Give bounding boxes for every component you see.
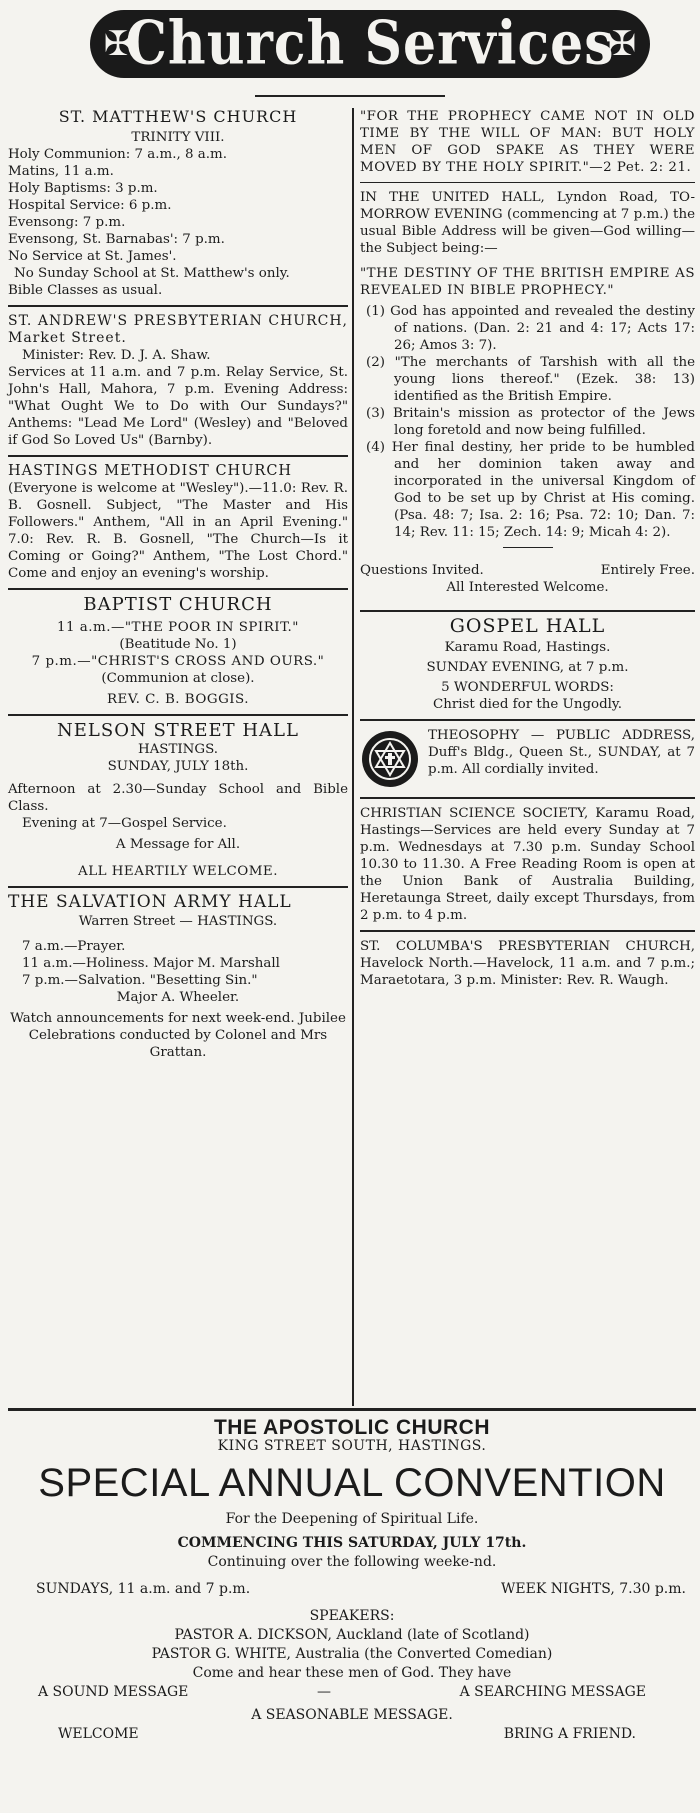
masthead-banner — [90, 10, 650, 78]
section-rule — [8, 455, 348, 457]
section-rule — [8, 714, 348, 716]
notice-title: BAPTIST CHURCH — [83, 594, 273, 615]
notice-title: THE APOSTOLIC CHURCH — [213, 1416, 490, 1439]
address-subject: "THE DESTINY OF THE BRITISH EMPIRE AS REVEALED IN BIBLE PROPHECY." — [360, 266, 695, 298]
st-andrews-notice — [8, 313, 348, 449]
cross-ornament-icon: ✠ — [607, 24, 637, 64]
notice-body: ST. COLUMBA'S PRESBYTERIAN CHURCH, Havelock North.—Havelock, 11 a.m. and 7 p.m.; Maraetotara, 3 p.m. Minister: Rev. R. Waugh. — [360, 939, 695, 988]
notice-title: ST. MATTHEW'S CHURCH — [58, 107, 298, 126]
masthead-title: Church Services — [125, 8, 615, 79]
welcome-line: All Interested Welcome. — [446, 580, 609, 595]
notice-title: THE SALVATION ARMY HALL — [8, 892, 292, 912]
short-rule — [503, 547, 553, 548]
st-columba-notice — [360, 938, 695, 989]
service-line: No Service at St. James'. — [8, 249, 177, 264]
service-line: Evensong, St. Barnabas': 7 p.m. — [8, 232, 225, 247]
sound-message: A SOUND MESSAGE — [38, 1684, 189, 1700]
welcome-line: WELCOME — [58, 1726, 139, 1742]
service-line: 7 a.m.—Prayer. — [22, 939, 126, 954]
prophecy-point: (3) Britain's mission as protector of the Jews long foretold and now being fulfilled. — [366, 406, 695, 438]
speaker-line: PASTOR A. DICKSON, Auckland (late of Scotland) — [174, 1627, 530, 1643]
prophecy-point: (2) "The merchants of Tarshish with all the young lions thereof." (Ezek. 38: 13) identified as the British Empire. — [366, 355, 695, 404]
prophecy-notice — [360, 108, 695, 596]
notice-body: Watch announcements for next week-end. Jubilee Celebrations conducted by Colonel and Mrs Grattan. — [10, 1011, 346, 1060]
notice-body: THEOSOPHY — PUBLIC ADDRESS, Duff's Bldg., Queen St., SUNDAY, at 7 p.m. All cordially invited. — [428, 728, 695, 777]
address-line: KING STREET SOUTH, HASTINGS. — [217, 1438, 487, 1454]
notice-title: ST. ANDREW'S PRESBYTERIAN CHURCH, Market Street. — [8, 313, 348, 346]
salvation-army-notice — [8, 894, 348, 1061]
service-line: Matins, 11 a.m. — [8, 164, 114, 179]
continuing-line: Continuing over the following weeke-nd. — [207, 1554, 497, 1570]
service-line: Hospital Service: 6 p.m. — [8, 198, 172, 213]
notice-body: Services at 11 a.m. and 7 p.m. Relay Service, St. John's Hall, Mahora, 7 p.m. Evening Address: "What Ought We to Do with Our Sundays?" Anthems: "Lead Me Lord" (Wesley) and "Beloved if God So Loved Us" (Barnby). — [8, 365, 348, 448]
notice-title: HASTINGS METHODIST CHURCH — [8, 463, 293, 479]
text-line: Christ died for the Ungodly. — [433, 697, 622, 712]
service-line: 7 p.m.—Salvation. "Besetting Sin." — [22, 973, 258, 988]
left-column — [8, 108, 348, 1061]
theosophy-seal-icon — [360, 729, 420, 789]
free-line: Entirely Free. — [600, 563, 695, 578]
seasonable-message: A SEASONABLE MESSAGE. — [251, 1707, 453, 1723]
prophecy-point: (1) God has appointed and revealed the destiny of nations. (Dan. 2: 21 and 4: 17; Acts 17: 26; Amos 3: 7). — [366, 304, 695, 353]
baptist-notice — [8, 596, 348, 708]
methodist-notice — [8, 463, 348, 582]
notice-body: (Everyone is welcome at "Wesley").—11.0: Rev. R. B. Gosnell. Subject, "The Master and His Followers." Anthem, "All in an April Evening." 7.0: Rev. R. B. Gosnell, "The Church—Is it Coming or Going?" Anthem, "The Lost Chord." Come and enjoy an evening's worship. — [8, 481, 348, 581]
sundays-line: SUNDAYS, 11 a.m. and 7 p.m. — [36, 1581, 251, 1597]
searching-message: A SEARCHING MESSAGE — [459, 1684, 646, 1700]
section-rule — [360, 719, 695, 721]
christian-science-notice — [360, 805, 695, 924]
section-rule — [8, 1408, 696, 1411]
place-line: HASTINGS. — [137, 742, 219, 757]
evening-line: Evening at 7—Gospel Service. — [22, 816, 227, 831]
message-line: A Message for All. — [115, 837, 241, 852]
pastor-name: REV. C. B. BOGGIS. — [106, 692, 250, 707]
column-divider — [352, 108, 354, 1406]
dash: — — [316, 1684, 331, 1700]
date-line: SUNDAY, JULY 18th. — [107, 759, 249, 774]
invitation-row — [360, 562, 695, 579]
scripture-quote: "FOR THE PROPHECY CAME NOT IN OLD TIME BY THE WILL OF MAN: BUT HOLY MEN OF GOD SPAKE AS THEY WERE MOVED BY THE HOLY SPIRIT."—2 Pet. 2: 21. — [360, 109, 695, 175]
nelson-street-notice — [8, 722, 348, 880]
notice-title: NELSON STREET HALL — [57, 720, 299, 741]
speakers-label: SPEAKERS: — [309, 1608, 395, 1624]
section-rule — [360, 930, 695, 932]
purpose-line: For the Deepening of Spiritual Life. — [225, 1511, 479, 1527]
welcome-line: ALL HEARTILY WELCOME. — [78, 864, 278, 879]
service-line: No Sunday School at St. Matthew's only. — [14, 266, 290, 281]
title-rule — [255, 95, 445, 97]
sermon-note: (Beatitude No. 1) — [119, 637, 237, 652]
commencing-line: COMMENCING THIS SATURDAY, JULY 17th. — [177, 1535, 527, 1551]
service-line: Bible Classes as usual. — [8, 283, 163, 298]
words-line: 5 WONDERFUL WORDS: — [441, 680, 614, 695]
weeknights-line: WEEK NIGHTS, 7.30 p.m. — [500, 1581, 686, 1597]
apostolic-church-notice — [8, 1418, 696, 1744]
questions-line: Questions Invited. — [360, 563, 484, 578]
minister-line: Minister: Rev. D. J. A. Shaw. — [22, 348, 211, 363]
theosophy-notice — [360, 727, 695, 791]
invite-line: Come and hear these men of God. They have — [192, 1665, 512, 1681]
section-rule — [360, 797, 695, 799]
right-column — [360, 108, 695, 989]
closing-row — [8, 1725, 696, 1744]
notice-body: CHRISTIAN SCIENCE SOCIETY, Karamu Road, Hastings—Services are held every Sunday at 7 p.m. Wednesdays at 7.30 p.m. Sunday School 10.30 to 11.30. A Free Reading Room is open at the Union Bank of Australia Building, Heretaunga Street, daily except Thursdays, from 2 p.m. to 4 p.m. — [360, 806, 695, 923]
notice-title: GOSPEL HALL — [449, 615, 606, 637]
times-row — [8, 1580, 696, 1599]
speaker-line: PASTOR G. WHITE, Australia (the Converted Comedian) — [151, 1646, 553, 1662]
sermon-line: 11 a.m.—"THE POOR IN SPIRIT." — [57, 620, 299, 635]
section-rule — [8, 305, 348, 307]
st-matthews-notice — [8, 108, 348, 299]
convention-headline: SPECIAL ANNUAL CONVENTION — [38, 1461, 666, 1505]
service-line: Holy Communion: 7 a.m., 8 a.m. — [8, 147, 227, 162]
section-rule — [8, 588, 348, 590]
section-rule — [360, 182, 695, 183]
section-rule — [8, 886, 348, 888]
time-line: SUNDAY EVENING, at 7 p.m. — [426, 660, 629, 675]
street-line: Warren Street — HASTINGS. — [78, 914, 278, 929]
prophecy-point: (4) Her final destiny, her pride to be humbled and her dominion taken away and incorporated in the universal Kingdom of God to be set up by Christ at His coming. (Psa. 48: 7; Isa. 2: 16; Psa. 72: 10; Dan. 7: 14; Rev. 11: 15; Zech. 14: 9; Micah 4: 2). — [366, 440, 695, 540]
service-line: Evensong: 7 p.m. — [8, 215, 126, 230]
address-line: Karamu Road, Hastings. — [444, 640, 611, 655]
sermon-note: (Communion at close). — [101, 671, 255, 686]
meeting-intro: IN THE UNITED HALL, Lyndon Road, TO-MORROW EVENING (commencing at 7 p.m.) the usual Bible Address will be given—God willing—the Subject being:— — [360, 190, 695, 256]
sermon-line: 7 p.m.—"CHRIST'S CROSS AND OURS." — [31, 654, 325, 669]
cross-ornament-icon: ✠ — [103, 24, 133, 64]
bring-friend-line: BRING A FRIEND. — [503, 1726, 636, 1742]
section-rule — [360, 610, 695, 612]
service-line: Major A. Wheeler. — [116, 990, 240, 1005]
service-line: Holy Baptisms: 3 p.m. — [8, 181, 158, 196]
afternoon-line: Afternoon at 2.30—Sunday School and Bible Class. — [8, 782, 348, 814]
gospel-hall-notice — [360, 615, 695, 713]
service-line: 11 a.m.—Holiness. Major M. Marshall — [22, 956, 280, 971]
notice-subtitle: TRINITY VIII. — [131, 130, 225, 145]
message-row — [8, 1683, 696, 1702]
